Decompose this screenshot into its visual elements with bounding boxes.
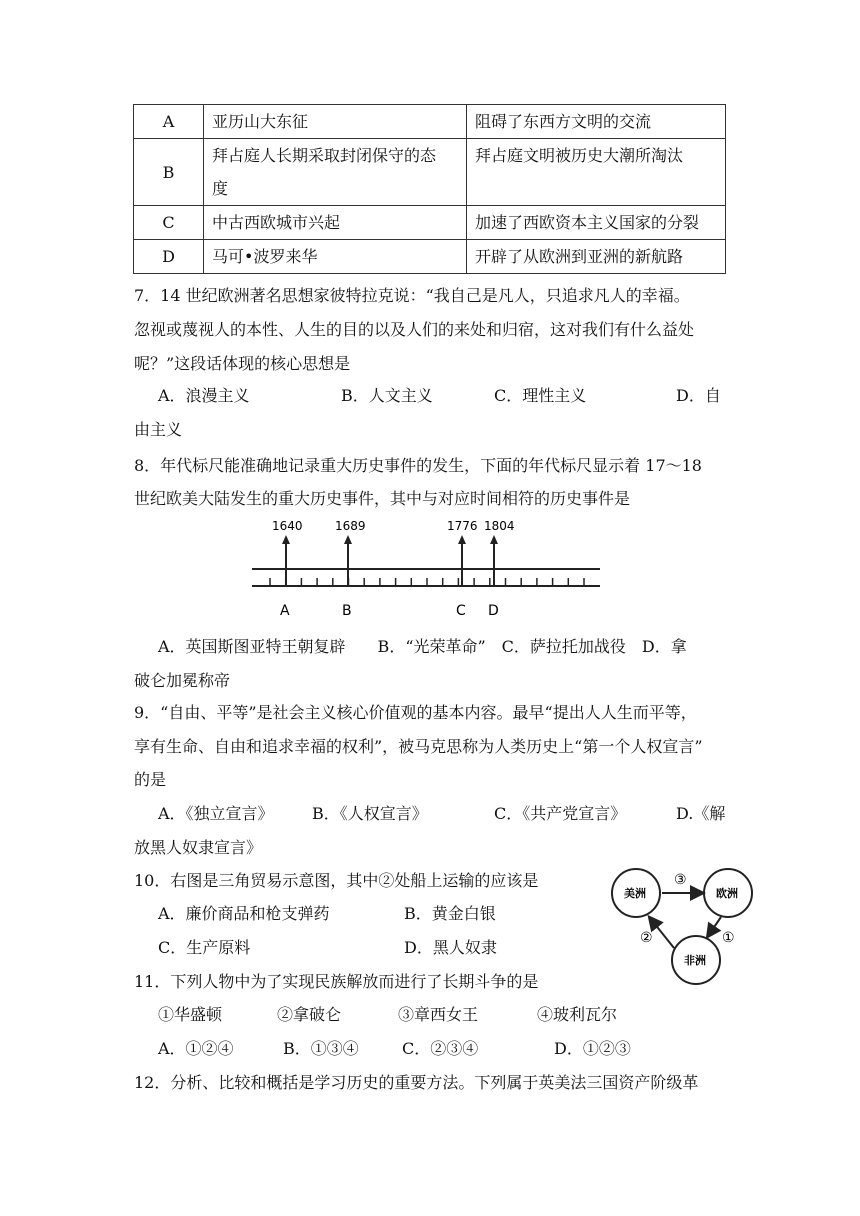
timeline-arrow-b xyxy=(344,535,352,586)
timeline-year-label: 1689 xyxy=(335,519,366,533)
route-mark-1: ① xyxy=(722,930,735,946)
q10-option-a: A．廉价商品和枪支弹药 xyxy=(158,904,330,923)
timeline-year-label: 1804 xyxy=(484,519,515,533)
q9-option-c: C．《共产党宣言》 xyxy=(494,804,627,823)
q11-option-c: C．②③④ xyxy=(402,1039,479,1058)
q11-item: ①华盛顿 xyxy=(158,1005,223,1024)
event-cell: 亚历山大东征 xyxy=(204,105,467,139)
q9-stem-line: 9．“自由、平等”是社会主义核心价值观的基本内容。最早“提出人人生而平等， xyxy=(134,703,697,722)
q11-item: ④玻利瓦尔 xyxy=(537,1005,618,1024)
q7-option-a: A．浪漫主义 xyxy=(158,386,250,405)
timeline-arrow-c xyxy=(458,535,466,586)
q11-option-a: A．①②④ xyxy=(158,1039,234,1058)
timeline-letter: A xyxy=(280,603,290,619)
q11-item: ②拿破仑 xyxy=(277,1005,342,1024)
route-mark-2: ② xyxy=(640,930,653,946)
q8-stem-line: 世纪欧美大陆发生的重大历史事件，其中与对应时间相符的历史事件是 xyxy=(134,489,631,508)
impact-cell: 拜占庭文明被历史大潮所淘汰 xyxy=(467,139,726,206)
table-row xyxy=(134,105,726,139)
table-row xyxy=(134,206,726,240)
africa-label: 非洲 xyxy=(684,954,706,967)
event-cell: 马可•波罗来华 xyxy=(204,240,467,274)
q8-options-cont: 破仑加冕称帝 xyxy=(134,671,231,690)
q9-stem-line: 享有生命、自由和追求幸福的权利”，被马克思称为人类历史上“第一个人权宣言” xyxy=(134,737,703,756)
event-cell xyxy=(204,139,467,206)
event-cell: 中古西欧城市兴起 xyxy=(204,206,467,240)
timeline-letter: C xyxy=(456,603,466,619)
timeline-year-label: 1640 xyxy=(272,519,303,533)
option-key: A xyxy=(134,105,204,139)
option-key: C xyxy=(134,206,204,240)
q7-stem-line: 7．14 世纪欧洲著名思想家彼特拉克说：“我自己是凡人，只追求凡人的幸福。 xyxy=(134,286,690,305)
europe-label: 欧洲 xyxy=(716,887,738,900)
q7-option-d: D．自 xyxy=(676,386,721,405)
america-label: 美洲 xyxy=(624,887,646,900)
q7-option-b: B．人文主义 xyxy=(341,386,433,405)
impact-cell: 阻碍了东西方文明的交流 xyxy=(467,105,726,139)
q9-option-a: A．《独立宣言》 xyxy=(158,804,274,823)
table-row xyxy=(134,139,726,206)
timeline-figure xyxy=(240,515,610,625)
q10-option-d: D．黑人奴隶 xyxy=(404,938,497,957)
q7-stem-line: 呢？”这段话体现的核心思想是 xyxy=(134,354,351,373)
q11-item: ③章西女王 xyxy=(398,1005,479,1024)
timeline-arrow-a xyxy=(282,535,290,586)
q11-stem: 11．下列人物中为了实现民族解放而进行了长期斗争的是 xyxy=(134,972,539,991)
timeline-arrow-d xyxy=(490,535,498,586)
q6-options-table xyxy=(133,104,726,274)
impact-cell: 加速了西欧资本主义国家的分裂 xyxy=(467,206,726,240)
q7-stem-line: 忽视或蔑视人的本性、人生的目的以及人们的来处和归宿，这对我们有什么益处 xyxy=(134,320,695,339)
timeline-ticks xyxy=(270,578,584,586)
q7-option-d-cont: 由主义 xyxy=(134,420,183,439)
q9-stem-line: 的是 xyxy=(134,770,167,789)
q9-option-d-cont: 放黑人奴隶宣言》 xyxy=(134,838,263,857)
q10-option-b: B．黄金白银 xyxy=(404,904,496,923)
q7-option-c: C．理性主义 xyxy=(494,386,587,405)
triangle-trade-diagram xyxy=(608,862,758,992)
route-arrow-1 xyxy=(708,917,721,936)
timeline-year-label: 1776 xyxy=(447,519,478,533)
option-key: D xyxy=(134,240,204,274)
impact-cell: 开辟了从欧洲到亚洲的新航路 xyxy=(467,240,726,274)
q10-option-c: C．生产原料 xyxy=(158,938,251,957)
q11-option-d: D．①②③ xyxy=(554,1039,631,1058)
q10-stem: 10．右图是三角贸易示意图，其中②处船上运输的应该是 xyxy=(134,871,539,890)
q12-stem-line: 12．分析、比较和概括是学习历史的重要方法。下列属于英美法三国资产阶级革 xyxy=(134,1073,699,1092)
route-arrow-2 xyxy=(650,918,674,948)
event-cell-line: 度 xyxy=(212,179,229,198)
q11-option-b: B．①③④ xyxy=(283,1039,359,1058)
table-row xyxy=(134,240,726,274)
q9-option-d: D.《解 xyxy=(676,804,726,823)
timeline-letter: B xyxy=(342,603,352,619)
q9-option-b: B．《人权宣言》 xyxy=(312,804,428,823)
option-key: B xyxy=(134,139,204,206)
q8-stem-line: 8．年代标尺能准确地记录重大历史事件的发生，下面的年代标尺显示着 17～18 xyxy=(134,456,702,475)
event-cell-line: 拜占庭人长期采取封闭保守的态 xyxy=(212,146,437,165)
q8-options-line: A．英国斯图亚特王朝复辟 B．“光荣革命” C．萨拉托加战役 D．拿 xyxy=(158,637,687,656)
timeline-letter: D xyxy=(488,603,499,619)
route-mark-3: ③ xyxy=(674,872,687,888)
